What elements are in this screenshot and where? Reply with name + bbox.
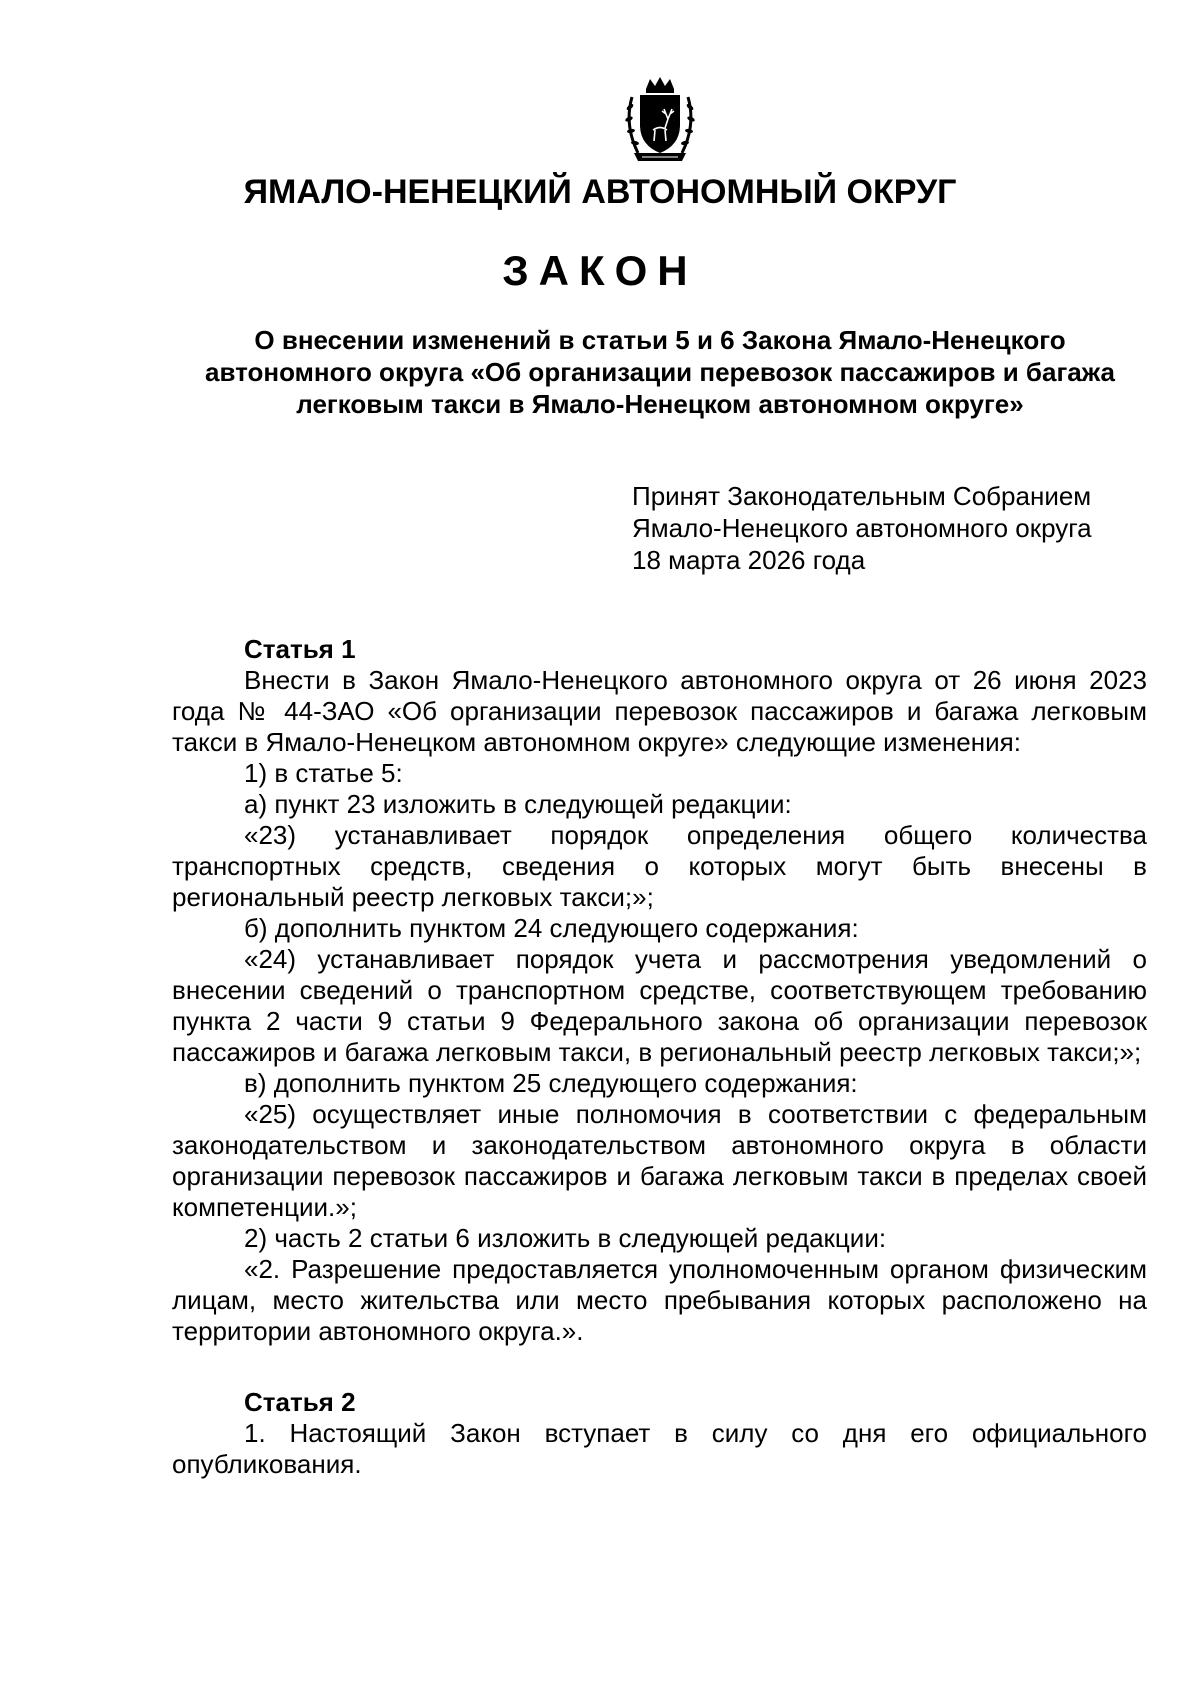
article-1-paragraph: 2) часть 2 статьи 6 изложить в следующей редакции: (244, 1223, 887, 1253)
adoption-line: Ямало-Ненецкого автономного округа (632, 513, 1092, 543)
article-1-paragraph: «25) осуществляет иные полномочия в соответствии с федеральным законодательством и законодательством автономного округа в области организации перевозок пассажиров и багажа легковым такси в пределах своей компетенции.»; (172, 1099, 1147, 1222)
law-subject-line: О внесении изменений в статьи 5 и 6 Закона Ямало-Ненецкого (254, 325, 1066, 355)
article-1-paragraph: «23) устанавливает порядок определения общего количества транспортных средств, сведения о которых могут быть внесены в региональный реестр легковых такси;»; (172, 820, 1147, 912)
article-2-heading: Статья 2 (244, 1387, 356, 1417)
law-subject-line: автономного округа «Об организации перевозок пассажиров и багажа (205, 357, 1115, 387)
article-1-paragraph: б) дополнить пунктом 24 следующего содержания: (244, 913, 859, 943)
law-subject-line: легковым такси в Ямало-Ненецком автономном округе» (296, 389, 1024, 419)
adoption-note (632, 480, 1092, 576)
law-subject-title (170, 324, 1150, 420)
article-1-paragraph: 1) в статье 5: (244, 758, 403, 788)
article-1-paragraph: «2. Разрешение предоставляется уполномоченным органом физическим лицам, место жительства или место пребывания которых расположено на территории автономного округа.». (172, 1254, 1147, 1346)
article-1-paragraph: Внести в Закон Ямало-Ненецкого автономного округа от 26 июня 2023 года № 44-ЗАО «Об организации перевозок пассажиров и багажа легковым такси в Ямало-Ненецком автономном округе» следующие изменения: (172, 665, 1147, 757)
adoption-line: Принят Законодательным Собранием (632, 481, 1092, 511)
article-2-paragraph: 1. Настоящий Закон вступает в силу со дня его официального опубликования. (172, 1418, 1147, 1479)
article-1-heading: Статья 1 (244, 634, 356, 664)
article-1-paragraph: а) пункт 23 изложить в следующей редакции: (244, 789, 792, 819)
document-type-title: ЗАКОН (502, 247, 698, 294)
coat-of-arms-icon (620, 75, 700, 165)
region-title: ЯМАЛО-НЕНЕЦКИЙ АВТОНОМНЫЙ ОКРУГ (243, 173, 957, 211)
law-body (172, 634, 1147, 1480)
article-1-paragraph: «24) устанавливает порядок учета и рассмотрения уведомлений о внесении сведений о транспортном средстве, соответствующем требованию пункта 2 части 9 статьи 9 Федерального закона об организации перевозок пассажиров и багажа легковым такси, в региональный реестр легковых такси;»; (172, 944, 1147, 1067)
adoption-date: 18 марта 2026 года (632, 545, 866, 575)
article-1-paragraph: в) дополнить пунктом 25 следующего содержания: (244, 1068, 858, 1098)
